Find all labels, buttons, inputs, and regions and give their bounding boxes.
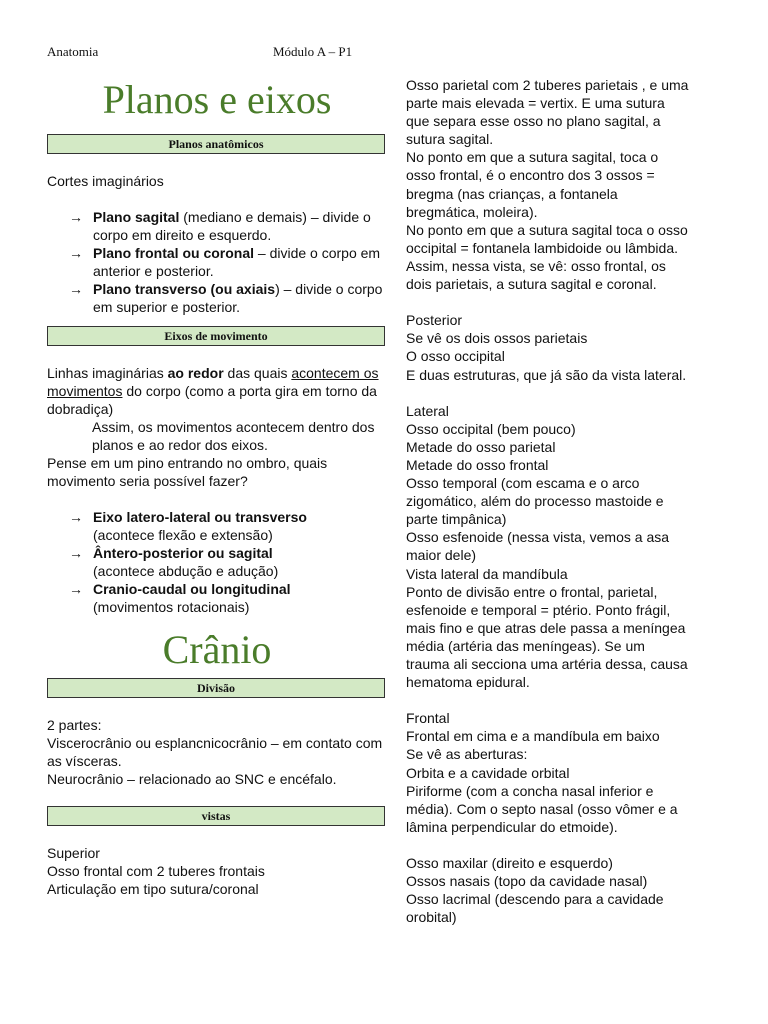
body-line: Piriforme (com a concha nasal inferior e [406,782,654,799]
body-line [406,691,736,709]
divisao-line: Neurocrânio – relacionado ao SNC e encéfalo. [47,771,337,787]
linhas-text: Linhas imaginárias ao redor das quais acontecem os movimentos do corpo (como a porta gira em torno da dobradiça) [47,365,379,417]
body-line: O osso occipital [406,348,505,365]
body-line: parte timpânica) [406,511,507,528]
body-line: Orbita e a cavidade orbital [406,764,570,781]
arrow-icon: → [69,281,83,297]
body-line: No ponto em que a sutura sagital toca o osso [406,221,688,238]
body-line: mais fino e que atras dele passa a meníngea [406,619,686,636]
vistas-line: Superior [47,845,100,861]
list-item: → Ântero-posterior ou sagital (acontece abdução e adução) [69,545,279,579]
body-line: zigomático, além do processo mastoide e [406,493,664,510]
body-line: Osso parietal com 2 tuberes parietais , e uma [406,77,689,93]
body-line: parte mais elevada = vertix. E uma sutura [406,95,665,112]
body-line: Osso occipital (bem pouco) [406,420,576,437]
cortes-text: Cortes imaginários [47,173,164,189]
section-title-cranio: Crânio [162,627,272,672]
body-line: No ponto em que a sutura sagital, toca o [406,149,659,166]
body-line [406,836,736,854]
body-line: lâmina perpendicular do etmoide). [406,818,618,835]
body-line: Metade do osso parietal [406,438,556,455]
right-column [406,76,736,926]
body-line: orobital) [406,909,457,926]
body-line: Se vê as aberturas: [406,746,528,763]
body-line: média). Com o septo nasal (osso vômer e a [406,800,678,817]
body-line: hematoma epidural. [406,674,530,691]
body-line: dois parietais, a sutura sagital e coronal. [406,276,657,293]
pense-text: Pense em um pino entrando no ombro, quais movimento seria possível fazer? [47,455,328,489]
body-line: Ossos nasais (topo da cavidade nasal) [406,873,648,890]
arrow-icon: → [69,245,83,261]
body-line: occipital = fontanela lambidoide ou lâmbida. [406,239,679,256]
heading-box-eixos: Eixos de movimento [47,326,385,346]
heading-box-divisao: Divisão [47,678,385,698]
vistas-line: Articulação em tipo sutura/coronal [47,881,259,897]
arrow-icon: → [69,509,83,525]
planos-list [47,208,387,316]
body-line: Osso lacrimal (descendo para a cavidade [406,891,664,908]
body-line: Se vê os dois ossos parietais [406,330,588,347]
body-line: Ponto de divisão entre o frontal, parietal, [406,583,658,600]
heading-box-vistas: vistas [47,806,385,826]
body-line: maior dele) [406,547,477,564]
left-column [47,72,387,898]
body-line: Frontal em cima e a mandíbula em baixo [406,728,660,745]
arrow-icon: → [69,209,83,225]
assim-text: Assim, os movimentos acontecem dentro dos planos e ao redor dos eixos. [92,419,375,453]
body-line: Metade do osso frontal [406,456,549,473]
header-subject: Anatomia [47,44,99,59]
body-line: Osso temporal (com escama e o arco [406,475,640,492]
divisao-line: Viscerocrânio ou esplancnicocrânio – em contato com as vísceras. [47,735,383,769]
body-line: Posterior [406,312,463,329]
body-line: bregma (nas crianças, a fontanela [406,185,618,202]
divisao-line: 2 partes: [47,717,102,733]
body-line: sutura sagital. [406,131,494,148]
body-line: que separa esse osso no plano sagital, a [406,113,661,130]
arrow-icon: → [69,545,83,561]
heading-box-planos: Planos anatômicos [47,134,385,154]
body-line: trauma ali secciona uma artéria dessa, causa [406,656,688,672]
body-line: Vista lateral da mandíbula [406,565,568,582]
body-line: Osso maxilar (direito e esquerdo) [406,855,613,872]
body-line: Lateral [406,402,449,419]
vistas-line: Osso frontal com 2 tuberes frontais [47,863,265,879]
body-line: Assim, nessa vista, se vê: osso frontal, os [406,257,666,274]
body-line [406,384,736,402]
list-item: → Plano frontal ou coronal – divide o corpo em anterior e posterior. [69,245,381,279]
body-line: Frontal [406,710,450,727]
arrow-icon: → [69,581,83,597]
body-line: bregmática, moleira). [406,203,538,220]
body-line: média (artéria das meníngeas). Se um [406,637,645,654]
list-item: → Cranio-caudal ou longitudinal (movimentos rotacionais) [69,581,291,615]
section-title-planos: Planos e eixos [102,77,332,122]
header-module: Módulo A – P1 [273,44,353,59]
list-item: → Eixo latero-lateral ou transverso (acontece flexão e extensão) [69,509,307,543]
eixos-list [47,508,387,616]
list-item: → Plano sagital (mediano e demais) – divide o corpo em direito e esquerdo. [69,209,371,243]
body-line: esfenoide e temporal = ptério. Ponto frágil, [406,601,671,618]
body-line [406,293,736,311]
list-item: → Plano transverso (ou axiais) – divide o corpo em superior e posterior. [69,281,383,315]
body-line: Osso esfenoide (nessa vista, vemos a asa [406,529,670,546]
body-line: E duas estruturas, que já são da vista lateral. [406,366,687,383]
body-line: osso frontal, é o encontro dos 3 ossos = [406,167,655,184]
